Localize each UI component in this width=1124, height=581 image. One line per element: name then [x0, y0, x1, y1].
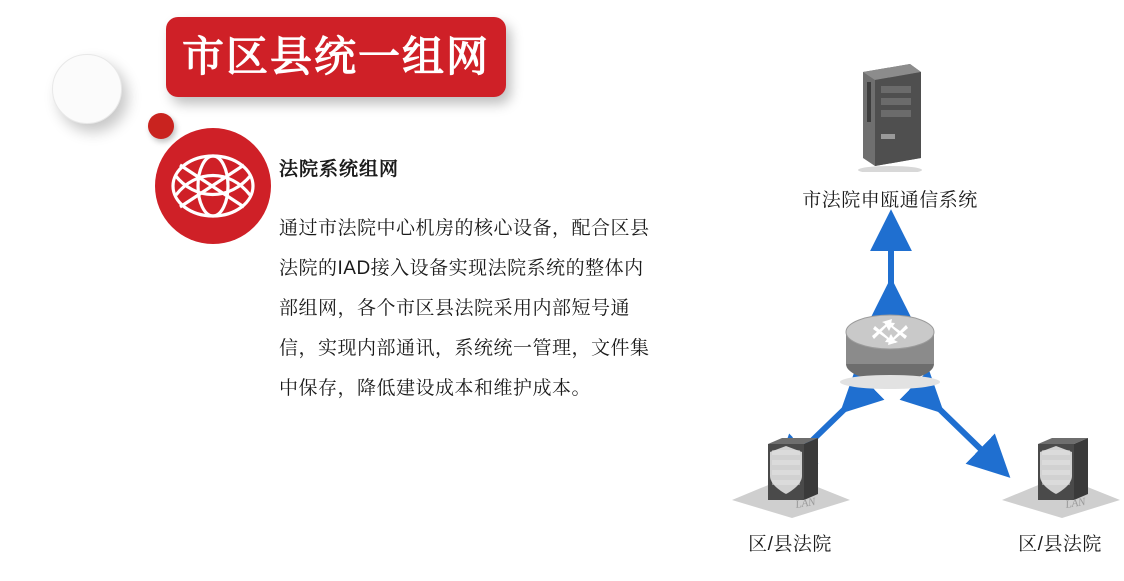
- decorative-circle-small: [148, 113, 174, 139]
- branch-server-rack-icon: [980, 495, 1124, 522]
- section-paragraph: 通过市法院中心机房的核心设备，配合区县法院的IAD接入设备实现法院系统的整体内部组网，各个市区县法院采用内部短号通信，实现内部通讯，系统统一管理，文件集中保存，降低建设成本和维护成本。: [279, 218, 650, 399]
- node-router: [810, 302, 970, 399]
- svg-text:LAN: LAN: [1064, 495, 1087, 511]
- server-tower-icon: [855, 159, 925, 176]
- node-branch-left: [680, 432, 900, 556]
- section-subheading: 法院系统组网: [279, 159, 400, 180]
- title-banner: [166, 17, 506, 97]
- decorative-circle-large: [52, 54, 122, 124]
- network-diagram: [660, 0, 1124, 581]
- node-branch-right-label: 区/县法院: [1018, 534, 1102, 555]
- left-text-column: [279, 154, 669, 409]
- node-core-server: [785, 62, 995, 212]
- globe-network-icon: [170, 149, 256, 223]
- node-core-server-label: 市法院申瓯通信系统: [802, 190, 978, 211]
- page-title: 市区县统一组网: [181, 33, 490, 80]
- branch-server-rack-icon: [710, 495, 870, 522]
- router-icon: [828, 381, 952, 398]
- node-branch-right: [950, 432, 1124, 556]
- node-branch-left-label: 区/县法院: [748, 534, 832, 555]
- globe-network-badge: [155, 128, 271, 244]
- svg-text:LAN: LAN: [794, 495, 817, 511]
